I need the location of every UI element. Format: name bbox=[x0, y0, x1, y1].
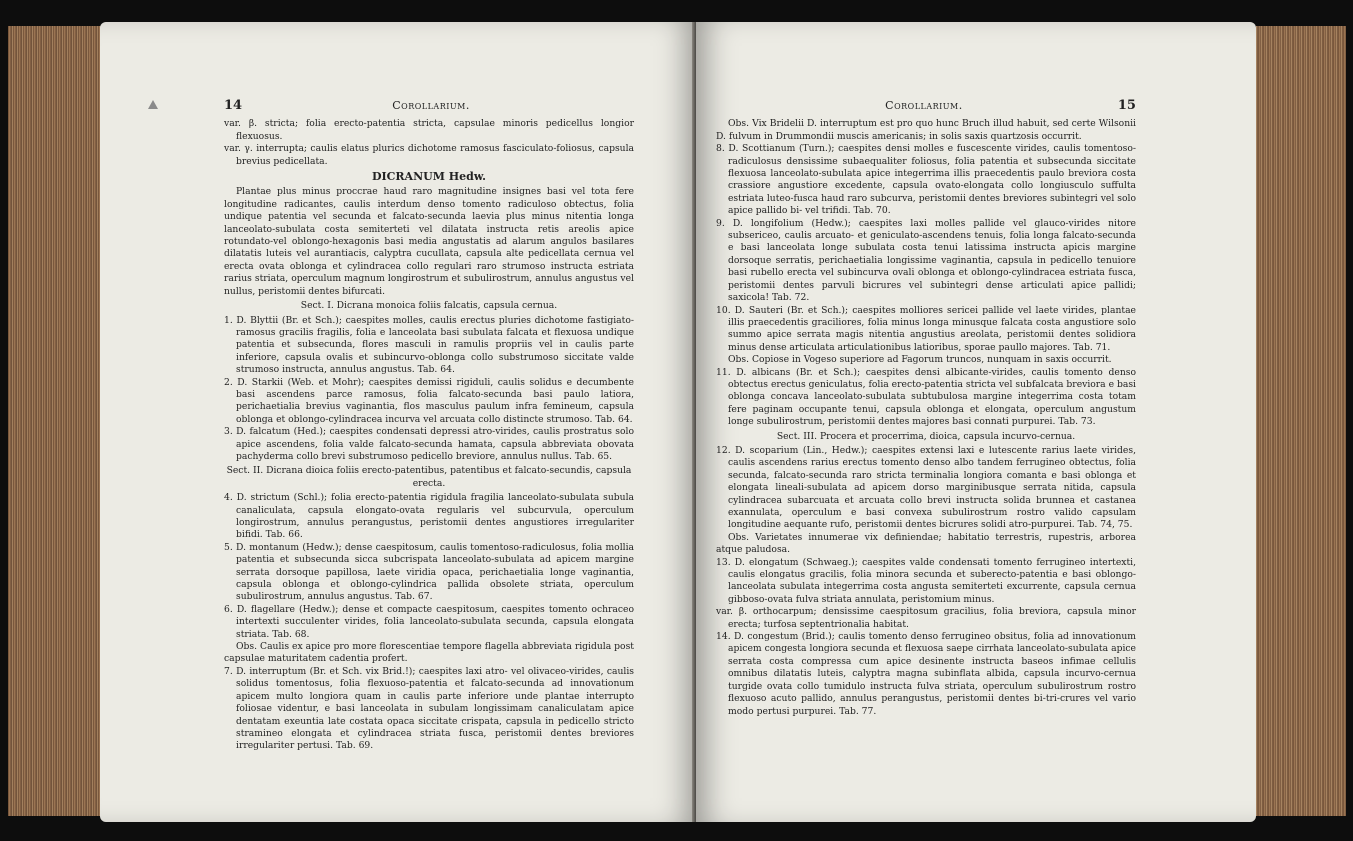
species-entry: 6. D. flagellare (Hedw.); dense et compacte caespitosum, caespites tomento ochraceo intertexti succulenter virides, folia lanceolato-subulata secunda, capsula elongata striata. Tab. 68. bbox=[224, 603, 634, 640]
section-title: Sect. II. Dicrana dioica foliis erecto-patentibus, patentibus et falcato-secundis, capsula erecta. bbox=[226, 465, 632, 489]
species-entry: 1. D. Blyttii (Br. et Sch.); caespites molles, caulis erectus pluries dichotome fastigiato-ramosus gracilis fragilis, folia e lanceolata basi subulata falcata et flexuosa undique patentia et subsecunda, flores masculi in ramulis propriis vel in caulis parte inferiore, capsula ovalis et subincurvo-oblonga collo substrumoso siccitate valde strumoso instructa, annulus angustus. Tab. 64. bbox=[224, 314, 634, 376]
species-entry: 11. D. albicans (Br. et Sch.); caespites densi albicante-virides, caulis tomento denso obtectus erectus geniculatus, folia erecto-patentia stricta vel subfalcata breviora e basi oblonga concava lanceolato-subulata subtubulosa margine integerrima costa totam fere paginam occupante tenui, capsula oblonga et elongata, operculum angustum longe subulirostrum, peristomii dentes majores basi connati purpurei. Tab. 73. bbox=[716, 366, 1136, 428]
variety-entry: var. β. orthocarpum; densissime caespitosum gracilius, folia breviora, capsula minor erecta; turfosa septentrionalia habitat. bbox=[716, 606, 1136, 630]
running-head: Corollarium. bbox=[392, 99, 470, 112]
left-page-edges bbox=[8, 26, 108, 816]
species-entry: 12. D. scoparium (Lin., Hedw.); caespites extensi laxi e lutescente rarius laete virides, caulis ascendens rarius erectus tomento denso albo tandem ferrugineo obtectus, folia secunda, falcato-secunda raro stricta terminalia longiora comanta e basi oblonga et elongata lineali-subulata ad apicem dorso marginibusque serrata nitida, capsula cylindracea subarcuata et arcuata collo brevi instructa solida brunnea et castanea exannulata, operculum e basi convexa subulirostrum rostro valido capsulam longitudine aequante rufo, peristomii dentes bicrures solidi atro-purpurei. Tab. 74, 75. bbox=[716, 444, 1136, 531]
species-entry: 13. D. elongatum (Schwaeg.); caespites valde condensati tomento ferrugineo intertexti, caulis elongatus gracilis, folia minora secunda et suberecto-patentia e basi oblongo-lanceolata subulata integerrima costa angusta semiterteti excurrente, capsula cernua gibboso-ovata fulva striata annulata, peristomium minus. bbox=[716, 556, 1136, 605]
species-entry: 10. D. Sauteri (Br. et Sch.); caespites molliores sericei pallide vel laete virides, plantae illis praecedentis graciliores, folia minus longa minusque falcata costa angustiore solo summo apice serrata magis nitentia angustius areolata, peristomii dentes solidiora minus dense articulata articulationibus latioribus, sporae paullo majores. Tab. 71. bbox=[716, 304, 1136, 353]
species-entry: 3. D. falcatum (Hed.); caespites condensati depressi atro-virides, caulis prostratus solo apice ascendens, folia valde falcato-secunda hamata, capsula abbreviata obovata pachyderma collo brevi substrumoso pedicello breviore, annulus nullus. Tab. 65. bbox=[224, 426, 634, 462]
text-line: var. γ. interrupta; caulis elatus plurics dichotome ramosus fasciculato-foliosus, capsula brevius pedicellata. bbox=[224, 143, 634, 167]
left-page-header bbox=[224, 100, 634, 112]
section-title: Sect. I. Dicrana monoica foliis falcatis, capsula cernua. bbox=[300, 300, 558, 312]
page-number: 14 bbox=[224, 98, 243, 113]
observation: Obs. Caulis ex apice pro more florescentiae tempore flagella abbreviata rigidula post capsulae maturitatem cadentia profert. bbox=[224, 641, 634, 665]
species-entry: 9. D. longifolium (Hedw.); caespites laxi molles pallide vel glauco-virides nitore subsericeo, caulis arcuato- et geniculato-ascendens tenuis, folia longa falcato-secunda e basi lanceolata longe subulata costa tenui latissima instructa apicis margine dorsoque serratis, perichaetialia longissime vaginantia, capsula in pedicello tenuiore basi rubello erecta vel subincurva ovali oblonga et oblongo-cylindracea estriata fusca, peristomii dentes parvuli bicrures vel subintegri dense articulati apice pallidi; saxicola! Tab. 72. bbox=[716, 217, 1136, 304]
section-title: Sect. III. Procera et procerrima, dioica, capsula incurvo-cernua. bbox=[776, 430, 1076, 442]
right-page-content bbox=[716, 100, 1136, 718]
right-page bbox=[696, 22, 1256, 822]
open-book bbox=[8, 16, 1346, 828]
triangle-marker-icon bbox=[148, 100, 158, 109]
species-entry: 5. D. montanum (Hedw.); dense caespitosum, caulis tomentoso-radiculosus, folia mollia patentia et subsecunda sicca subcrispata lanceolato-subulata ad apicem margine serrata dorsoque papillosa, laete viridia opaca, perichaetialia longe vaginantia, capsula oblonga et oblongo-cylindrica pallida obsolete striata, operculum subulirostrum, annulus angustus. Tab. 67. bbox=[224, 541, 634, 603]
running-head: Corollarium. bbox=[885, 99, 963, 112]
species-entry: 4. D. strictum (Schl.); folia erecto-patentia rigidula fragilia lanceolato-subulata subula canaliculata, capsula elongato-ovata regularis vel subcurvula, operculum longirostrum, annulus perangustus, peristomii dentes angustiores irregulariter bifidi. Tab. 66. bbox=[224, 492, 634, 541]
species-entry: 8. D. Scottianum (Turn.); caespites densi molles e fuscescente virides, caulis tomentoso-radiculosus densissime subaequaliter foliosus, folia patentia et subsecunda siccitate flexuosa lanceolato-subulata apice integerrima illis praecedentis paulo breviora costa crassiore angustiore excedente, capsula ovato-elongata collo longiusculo suffulta estriata luteo-fusca haud raro subcurva, peristomii dentes breviores subintegri vel solo apice pallido bi- vel trifidi. Tab. 70. bbox=[716, 143, 1136, 217]
species-entry: 7. D. interruptum (Br. et Sch. vix Brid.!); caespites laxi atro- vel olivaceo-virides, caulis solidus tomentosus, folia flexuoso-patentia et falcato-secunda ad innovationum apicem multo longiora quam in caulis parte inferiore unde plantae interrupto foliosae videntur, e basi lanceolata in subulam longissimam canaliculatam apice dentatam exeuntia late costata opaca siccitate crispata, capsula in pedicello stricto stramineo elongata et cylindracea striata fusca, peristomii dentes breviores irregulariter pertusi. Tab. 69. bbox=[224, 665, 634, 752]
observation: Obs. Varietates innumerae vix definiendae; habitatio terrestris, rupestris, arborea atque paludosa. bbox=[716, 531, 1136, 556]
left-page bbox=[100, 22, 696, 822]
section-heading: DICRANUM Hedw. bbox=[371, 170, 487, 184]
observation: Obs. Copiose in Vogeso superiore ad Fagorum truncos, nunquam in saxis occurrit. bbox=[728, 354, 1112, 366]
page-number: 15 bbox=[1117, 98, 1136, 113]
right-page-header bbox=[716, 100, 1136, 112]
paragraph: Plantae plus minus proccrae haud raro magnitudine insignes basi vel tota fere longitudine radicantes, caulis interdum denso tomento radiculoso obtectus, folia undique patentia vel secunda et falcato-secunda laevia plus minus nitentia longa lanceolato-subulata costa semiterteti vel dilatata instructa retis areolis apice rotundato-vel oblongo-hexagonis basi media angustatis ad alarum angulos basilares dilatatis luteis vel aurantiacis, calyptra cucullata, capsula alte pedicellata cernua vel erecta ovata oblonga et cylindracea collo regulari raro strumoso instructa estriata rarius striata, operculum magnum longirostrum et subulirostrum, annulus angustus vel nullus, peristomii dentes bifurcati. bbox=[224, 186, 634, 297]
observation: Obs. Vix Bridelii D. interruptum est pro quo hunc Bruch illud habuit, sed certe Wilsonii D. fulvum in Drummondii muscis americanis; in solis saxis quartzosis occurrit. bbox=[716, 118, 1136, 142]
species-entry: 2. D. Starkii (Web. et Mohr); caespites demissi rigiduli, caulis solidus e decumbente basi ascendens parce ramosus, folia falcato-secunda basi paulo latiora, perichaetialia brevius vaginantia, flos masculus paulum infra femineum, capsula oblonga et oblongo-cylindracea incurva vel arcuata collo distincte strumoso. Tab. 64. bbox=[224, 376, 634, 425]
text-line: var. β. stricta; folia erecto-patentia stricta, capsulae minoris pedicellus longior flexuosus. bbox=[224, 118, 634, 142]
left-page-content bbox=[224, 100, 634, 753]
species-entry: 14. D. congestum (Brid.); caulis tomento denso ferrugineo obsitus, folia ad innovationum apicem congesta longiora secunda et flexuosa saepe cirrhata lanceolato-subulata apice serrata costa compressa cum apice desinente instructa baseos infimae cellulis omnibus dilatatis luteis, calyptra magna subinflata albida, capsula incurvo-cernua turgide ovata collo tumidulo instructa fulva striata, operculum subulirostrum rostro flexuoso acuto pallido, annulus perangustus, peristomii dentes bi-tri-crures vel vario modo pertusi purpurei. Tab. 77. bbox=[716, 631, 1136, 717]
right-page-edges bbox=[1256, 26, 1346, 816]
